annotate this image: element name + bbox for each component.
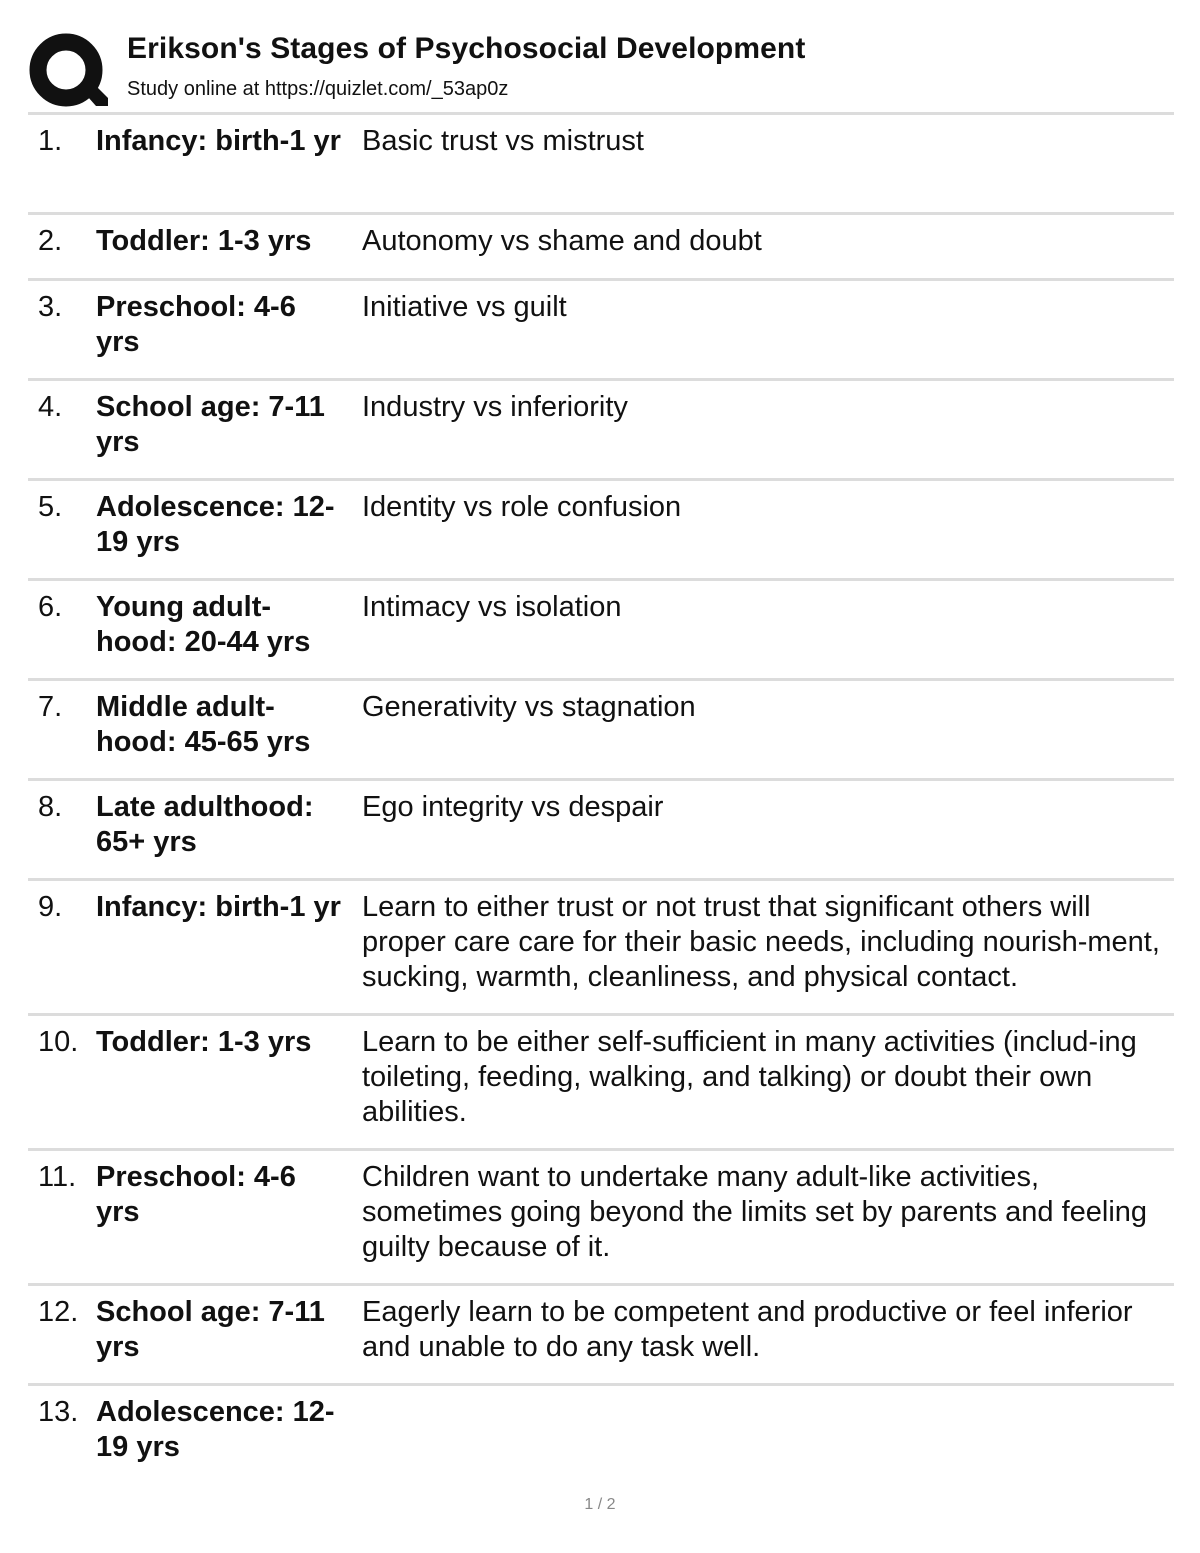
flashcard-row [28, 681, 1174, 781]
card-definition: Learn to be either self-sufficient in many activities (includ-ing toileting, feeding, walking, and talking) or doubt their own abilities. [362, 1026, 1137, 1128]
quizlet-logo-icon [28, 32, 108, 112]
study-online-link[interactable]: Study online at https://quizlet.com/_53ap0z [127, 78, 509, 100]
card-number: 7. [38, 691, 63, 723]
card-number: 12. [38, 1296, 79, 1328]
document-header [28, 28, 1174, 112]
card-term: Infancy: birth-1 yr [96, 125, 341, 157]
flashcard-row [28, 1386, 1174, 1483]
card-definition: Industry vs inferiority [362, 391, 628, 423]
card-term: Toddler: 1-3 yrs [96, 1026, 312, 1058]
card-number: 1. [38, 125, 63, 157]
flashcard-row [28, 1016, 1174, 1151]
card-number: 11. [38, 1161, 77, 1193]
flashcard-row [28, 481, 1174, 581]
flashcard-row [28, 115, 1174, 215]
card-definition: Ego integrity vs despair [362, 791, 664, 823]
flashcard-list [28, 115, 1174, 1483]
card-number: 5. [38, 491, 63, 523]
card-definition: Basic trust vs mistrust [362, 125, 644, 157]
flashcard-row [28, 881, 1174, 1016]
card-number: 4. [38, 391, 63, 423]
card-number: 6. [38, 591, 63, 623]
card-number: 3. [38, 291, 63, 323]
card-definition: Autonomy vs shame and doubt [362, 225, 762, 257]
card-definition: Generativity vs stagnation [362, 691, 696, 723]
card-number: 10. [38, 1026, 79, 1058]
flashcard-row [28, 581, 1174, 681]
card-term: School age: 7-11 yrs [96, 1296, 325, 1363]
card-term: Middle adult-hood: 45-65 yrs [96, 691, 311, 758]
card-term: Toddler: 1-3 yrs [96, 225, 312, 257]
flashcard-row [28, 1151, 1174, 1286]
card-term: Preschool: 4-6 yrs [96, 1161, 296, 1228]
card-number: 9. [38, 891, 63, 923]
card-number: 8. [38, 791, 63, 823]
card-term: Preschool: 4-6 yrs [96, 291, 296, 358]
card-term: Adolescence: 12-19 yrs [96, 491, 335, 558]
card-definition: Initiative vs guilt [362, 291, 567, 323]
card-term: Late adulthood: 65+ yrs [96, 791, 314, 858]
flashcard-row [28, 215, 1174, 281]
card-number: 13. [38, 1396, 79, 1428]
card-definition: Identity vs role confusion [362, 491, 682, 523]
card-term: Infancy: birth-1 yr [96, 891, 341, 923]
page-number: 1 / 2 [584, 1496, 616, 1513]
card-term: Young adult-hood: 20-44 yrs [96, 591, 311, 658]
document-title: Erikson's Stages of Psychosocial Development [127, 32, 806, 65]
card-term: School age: 7-11 yrs [96, 391, 325, 458]
card-term: Adolescence: 12-19 yrs [96, 1396, 335, 1463]
flashcard-row [28, 281, 1174, 381]
card-definition: Eagerly learn to be competent and productive or feel inferior and unable to do any task well. [362, 1296, 1133, 1363]
card-definition: Learn to either trust or not trust that significant others will proper care care for their basic needs, including nourish-ment, sucking, warmth, cleanliness, and physical contact. [362, 891, 1160, 993]
card-definition: Children want to undertake many adult-like activities, sometimes going beyond the limits set by parents and feeling guilty because of it. [362, 1161, 1148, 1263]
flashcard-row [28, 1286, 1174, 1386]
card-definition: Intimacy vs isolation [362, 591, 622, 623]
card-number: 2. [38, 225, 63, 257]
flashcard-row [28, 781, 1174, 881]
flashcard-row [28, 381, 1174, 481]
